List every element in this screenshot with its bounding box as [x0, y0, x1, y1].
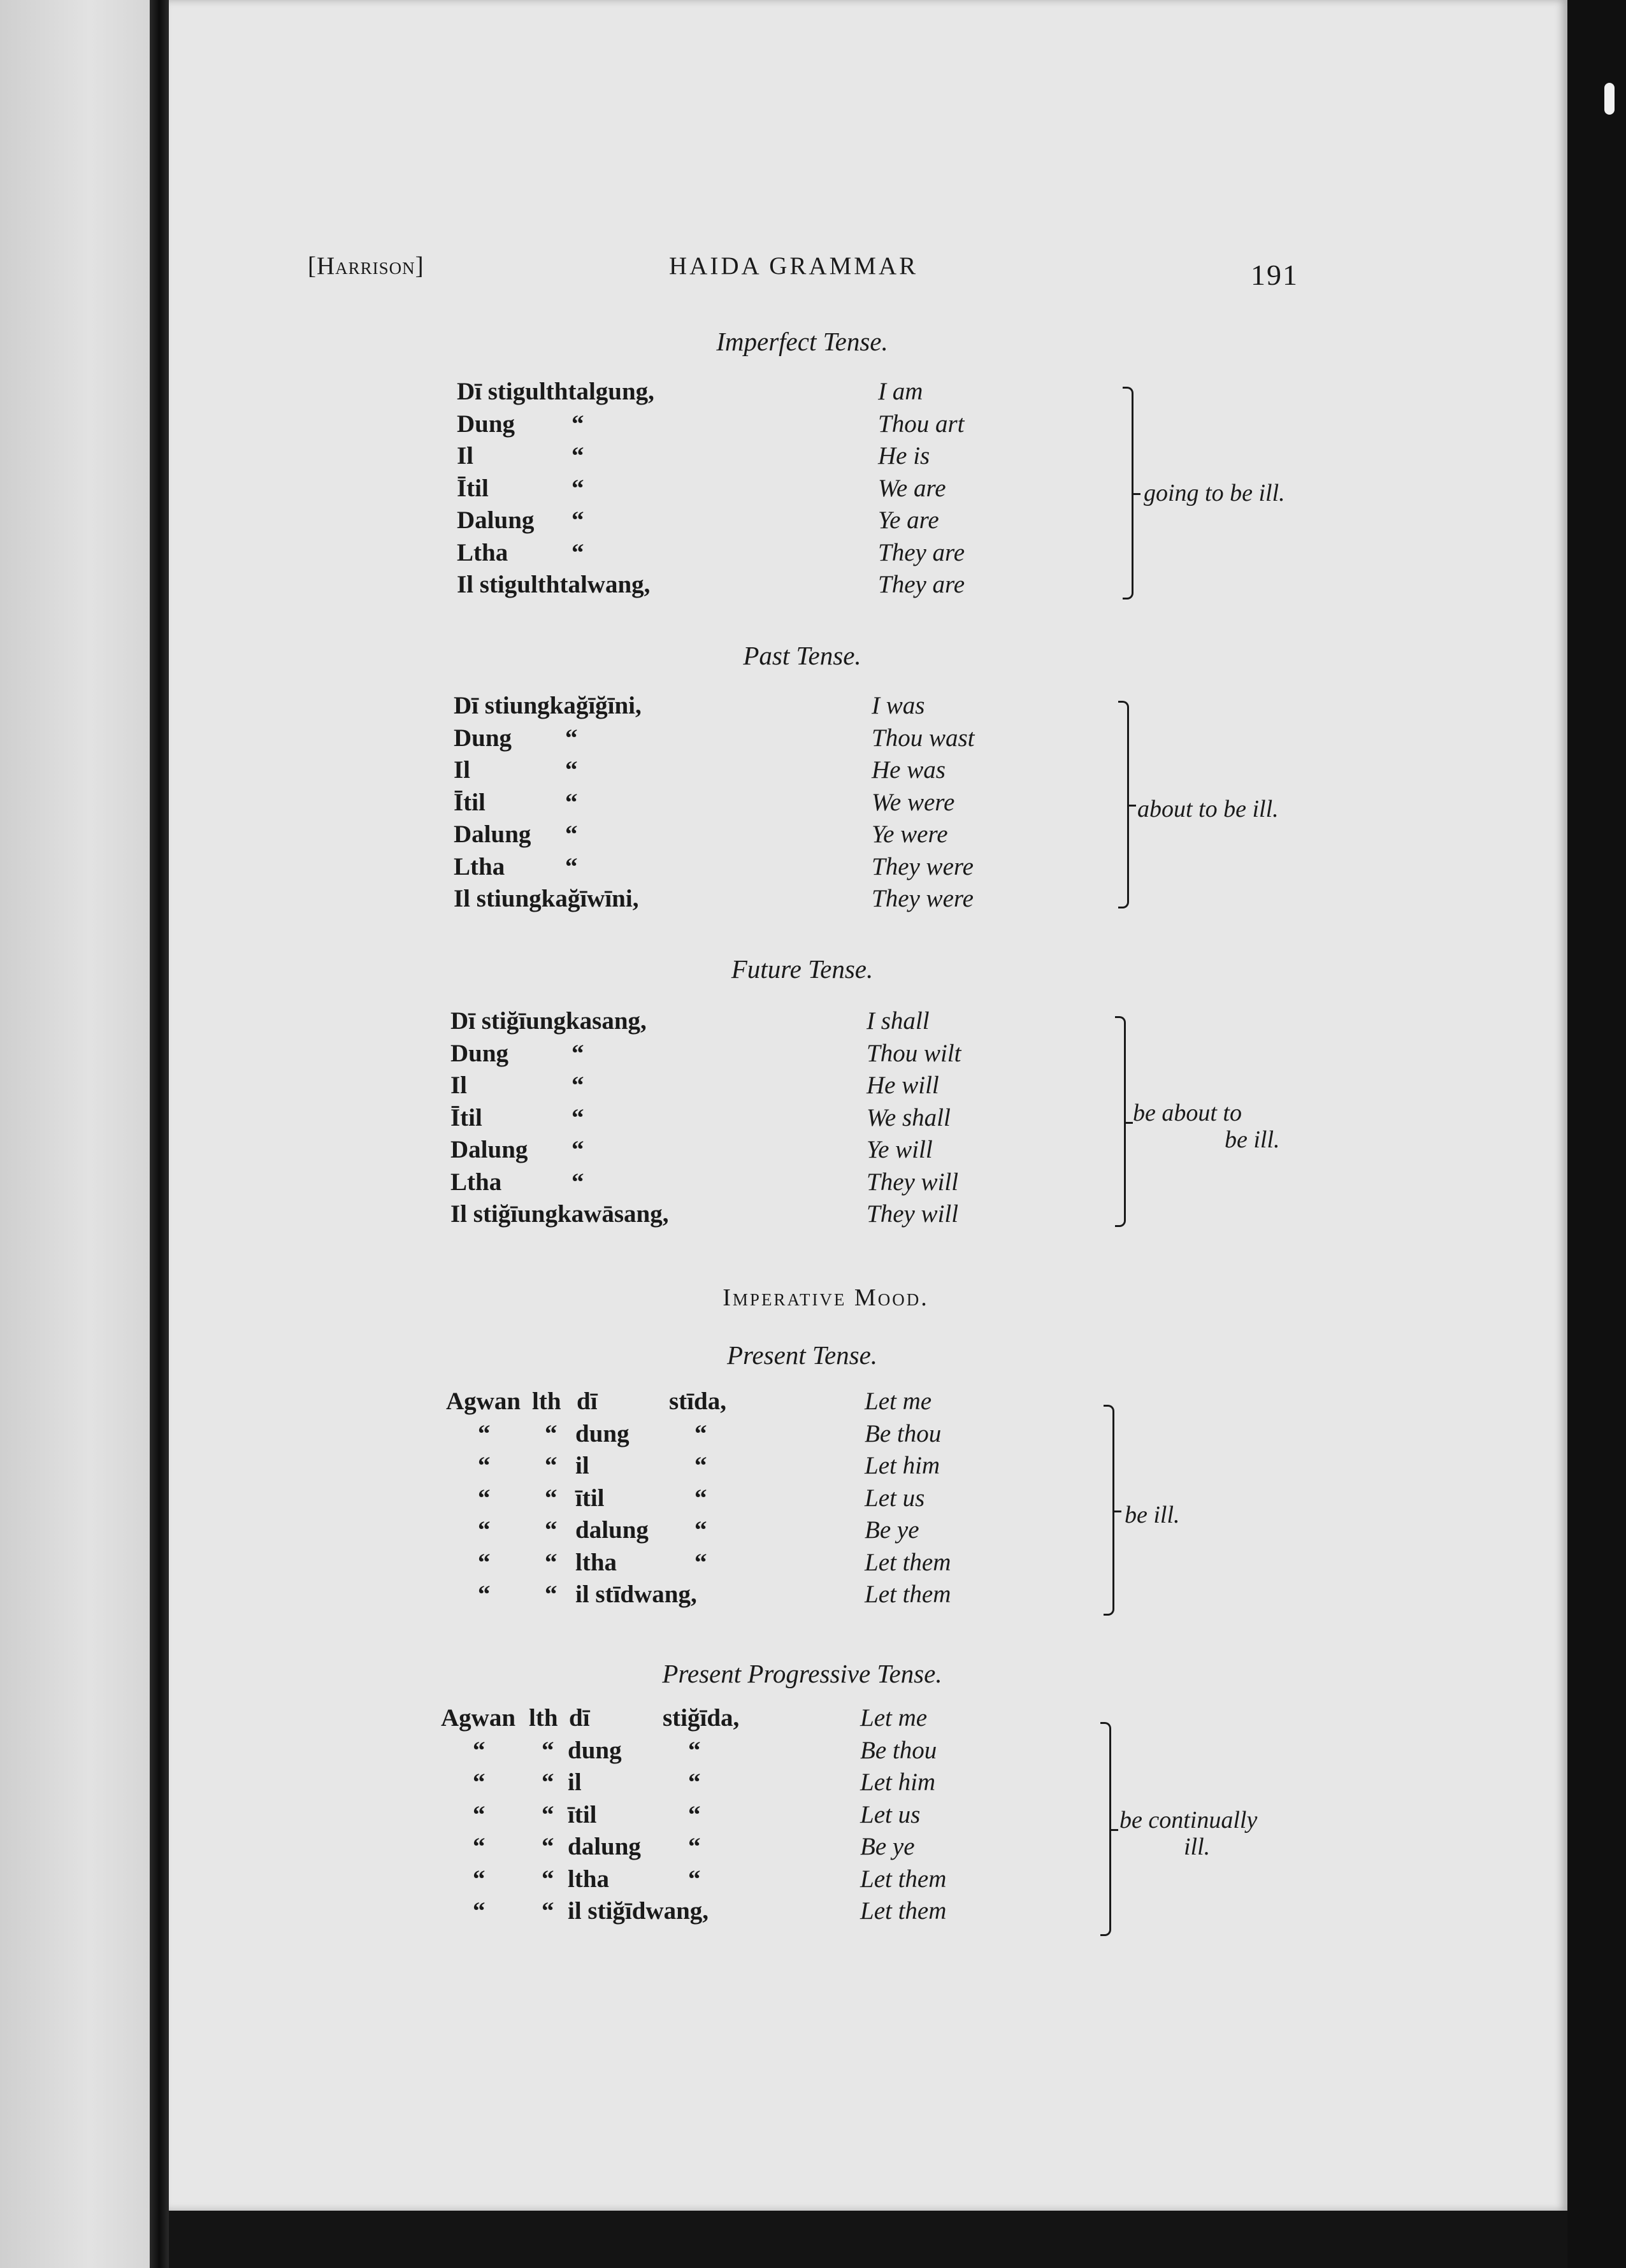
haida-pronoun: dung: [575, 1419, 630, 1447]
haida-pronoun: dī: [577, 1388, 598, 1415]
present-brace: [1104, 1405, 1114, 1616]
english-gloss: They will: [867, 1200, 959, 1228]
english-gloss: We are: [878, 474, 946, 502]
haida-pronoun: il stīdwang,: [575, 1581, 697, 1608]
haida-form: Dalung: [454, 821, 531, 848]
english-gloss: He was: [872, 756, 946, 784]
haida-word-1: “: [473, 1800, 486, 1828]
haida-pronoun: dalung: [568, 1833, 641, 1860]
page-number: 191: [1251, 259, 1299, 291]
english-gloss: Be ye: [865, 1516, 919, 1544]
haida-word-2: lth: [529, 1704, 558, 1732]
haida-pronoun: dalung: [575, 1516, 649, 1544]
english-gloss: He will: [867, 1072, 939, 1099]
english-gloss: They were: [872, 885, 974, 912]
haida-word-1: “: [478, 1548, 491, 1576]
english-gloss: Let him: [865, 1452, 940, 1479]
past-tense-title: Past Tense.: [743, 641, 861, 670]
haida-word-2: “: [545, 1484, 558, 1512]
scan-mark: [1604, 83, 1615, 115]
haida-word-2: “: [542, 1800, 554, 1828]
haida-form: Ītil: [450, 1103, 482, 1131]
haida-word-2: “: [545, 1452, 558, 1479]
haida-word-2: “: [542, 1736, 554, 1764]
progressive-gloss-line1: be continually: [1119, 1807, 1258, 1834]
english-gloss: I shall: [867, 1007, 930, 1035]
haida-word-1: “: [478, 1581, 491, 1608]
future-tense-title: Future Tense.: [731, 954, 874, 984]
haida-form: Ītil: [457, 474, 489, 502]
ditto-mark: “: [572, 442, 584, 470]
haida-verb: stiğīda,: [663, 1704, 740, 1732]
english-gloss: We were: [872, 788, 955, 816]
haida-word-1: “: [478, 1484, 491, 1512]
haida-form: Il stigulthtalwang,: [457, 571, 651, 598]
ditto-mark: “: [572, 1136, 584, 1163]
past-brace: [1118, 701, 1129, 908]
english-gloss: Let us: [860, 1800, 921, 1828]
haida-verb: “: [694, 1484, 707, 1512]
haida-form: Ītil: [454, 788, 486, 816]
haida-verb: “: [694, 1516, 707, 1544]
ditto-mark: “: [572, 410, 584, 438]
haida-pronoun: dung: [568, 1736, 622, 1764]
haida-pronoun: ītil: [575, 1484, 605, 1512]
haida-word-2: “: [545, 1419, 558, 1447]
english-gloss: Let them: [865, 1581, 951, 1608]
future-gloss-line2: be ill.: [1225, 1126, 1280, 1153]
ditto-mark: “: [565, 821, 578, 848]
progressive-gloss-line2: ill.: [1184, 1834, 1211, 1860]
english-gloss: He is: [878, 442, 930, 470]
english-gloss: Be ye: [860, 1833, 915, 1860]
haida-word-1: “: [473, 1865, 486, 1893]
haida-verb: stīda,: [669, 1388, 726, 1415]
haida-form: Dung: [454, 724, 512, 752]
haida-form: Ltha: [454, 852, 505, 880]
haida-pronoun: il: [575, 1452, 589, 1479]
haida-verb: “: [688, 1833, 701, 1860]
haida-word-1: “: [473, 1897, 486, 1925]
scan-bottom-border: [169, 2211, 1567, 2268]
english-gloss: Ye were: [872, 821, 948, 848]
english-gloss: I was: [872, 692, 925, 719]
english-gloss: They are: [878, 571, 965, 598]
haida-verb: “: [694, 1548, 707, 1576]
running-head-author: [Harrison]: [308, 252, 424, 280]
english-gloss: Thou wilt: [867, 1039, 961, 1067]
haida-form: Dī stiğīungkasang,: [450, 1007, 647, 1035]
haida-form: Dung: [457, 410, 515, 438]
haida-verb: “: [688, 1769, 701, 1796]
ditto-mark: “: [565, 724, 578, 752]
haida-form: Il: [457, 442, 474, 470]
haida-form: Il stiğīungkawāsang,: [450, 1200, 669, 1228]
english-gloss: We shall: [867, 1103, 951, 1131]
haida-pronoun: ltha: [575, 1548, 617, 1576]
english-gloss: Be thou: [865, 1419, 942, 1447]
haida-form: Dī stiungkağīğīni,: [454, 692, 642, 719]
english-gloss: Let me: [865, 1388, 932, 1415]
ditto-mark: “: [572, 1039, 584, 1067]
haida-form: Dung: [450, 1039, 509, 1067]
haida-word-2: “: [542, 1769, 554, 1796]
english-gloss: Let them: [860, 1897, 947, 1925]
haida-word-1: “: [478, 1452, 491, 1479]
english-gloss: Let me: [860, 1704, 928, 1732]
haida-verb: “: [694, 1419, 707, 1447]
english-gloss: Let them: [860, 1865, 947, 1893]
haida-word-2: “: [542, 1865, 554, 1893]
haida-verb: “: [688, 1800, 701, 1828]
imperfect-tense-title: Imperfect Tense.: [716, 327, 888, 356]
imperative-mood-heading: Imperative Mood.: [723, 1284, 929, 1311]
haida-word-2: “: [545, 1548, 558, 1576]
haida-form: Ltha: [457, 538, 508, 566]
english-gloss: Thou wast: [872, 724, 975, 752]
haida-word-2: lth: [532, 1388, 561, 1415]
future-brace: [1115, 1016, 1126, 1227]
haida-verb: “: [688, 1736, 701, 1764]
haida-form: Dalung: [450, 1136, 528, 1163]
haida-word-2: “: [545, 1581, 558, 1608]
haida-pronoun: ītil: [568, 1800, 597, 1828]
ditto-mark: “: [565, 756, 578, 784]
english-gloss: I am: [878, 378, 923, 405]
ditto-mark: “: [565, 852, 578, 880]
haida-form: Ltha: [450, 1168, 502, 1196]
haida-verb: “: [694, 1452, 707, 1479]
present-tense-title: Present Tense.: [726, 1340, 878, 1370]
imperfect-gloss: going to be ill.: [1144, 480, 1285, 506]
ditto-mark: “: [572, 538, 584, 566]
haida-pronoun: dī: [569, 1704, 590, 1732]
english-gloss: Ye will: [867, 1136, 933, 1163]
haida-form: Dalung: [457, 506, 535, 534]
haida-word-2: “: [542, 1833, 554, 1860]
running-head-title: HAIDA GRAMMAR: [669, 252, 919, 280]
present-gloss: be ill.: [1125, 1502, 1180, 1528]
haida-pronoun: ltha: [568, 1865, 610, 1893]
english-gloss: Ye are: [878, 506, 939, 534]
imperfect-brace: [1123, 387, 1133, 599]
ditto-mark: “: [572, 474, 584, 502]
english-gloss: They were: [872, 852, 974, 880]
haida-word-1: Agwan: [446, 1388, 521, 1415]
haida-form: Il stiungkağīwīni,: [454, 885, 639, 912]
haida-word-1: “: [473, 1769, 486, 1796]
present-progressive-tense-title: Present Progressive Tense.: [662, 1659, 942, 1688]
haida-word-2: “: [542, 1897, 554, 1925]
haida-form: Il: [450, 1072, 468, 1099]
english-gloss: They are: [878, 538, 965, 566]
haida-word-1: Agwan: [441, 1704, 516, 1732]
english-gloss: Let him: [860, 1769, 936, 1796]
haida-word-1: “: [473, 1833, 486, 1860]
haida-form: Dī stigulthtalgung,: [457, 378, 654, 405]
haida-form: Il: [454, 756, 471, 784]
ditto-mark: “: [572, 1103, 584, 1131]
haida-pronoun: il stiğīdwang,: [568, 1897, 709, 1925]
haida-word-1: “: [478, 1516, 491, 1544]
progressive-brace: [1100, 1722, 1111, 1936]
english-gloss: Thou art: [878, 410, 965, 438]
haida-verb: “: [688, 1865, 701, 1893]
past-gloss: about to be ill.: [1137, 796, 1279, 822]
ditto-mark: “: [572, 1168, 584, 1196]
english-gloss: Let them: [865, 1548, 951, 1576]
ditto-mark: “: [572, 506, 584, 534]
haida-word-1: “: [478, 1419, 491, 1447]
english-gloss: They will: [867, 1168, 959, 1196]
english-gloss: Let us: [865, 1484, 925, 1512]
future-gloss-line1: be about to: [1133, 1100, 1242, 1126]
ditto-mark: “: [572, 1072, 584, 1099]
english-gloss: Be thou: [860, 1736, 937, 1764]
haida-pronoun: il: [568, 1769, 582, 1796]
haida-word-1: “: [473, 1736, 486, 1764]
ditto-mark: “: [565, 788, 578, 816]
haida-word-2: “: [545, 1516, 558, 1544]
